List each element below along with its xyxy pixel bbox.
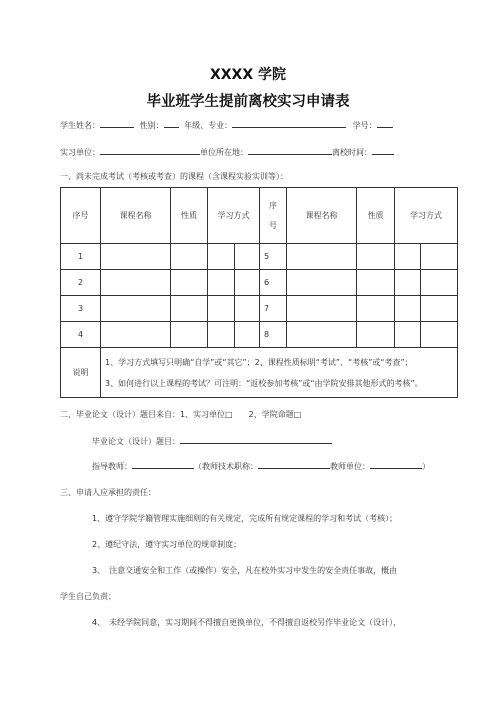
note-line-1: 1、学习方式填写只明确“自学”或“其它”；2、课程性质标明“考试”、“考核”或“考查”； [105, 357, 413, 367]
gender-label: 性别： [139, 121, 164, 130]
method-cell[interactable] [208, 322, 235, 348]
header-no-right [260, 188, 287, 244]
header-course-right: 课程名称 [287, 188, 357, 244]
method-cell[interactable] [421, 270, 458, 296]
row-no-right: 5 [260, 244, 287, 270]
table-row [61, 244, 458, 270]
responsibility-item-3-continued: 学生自己负责； [60, 592, 116, 601]
table-row [61, 322, 458, 348]
header-no-right-bottom: 号 [269, 220, 277, 230]
advisor-line [92, 460, 430, 472]
method-cell[interactable] [421, 296, 458, 322]
nature-cell[interactable] [357, 244, 395, 270]
nature-cell[interactable] [357, 270, 395, 296]
note-content [101, 348, 458, 398]
course-cell[interactable] [101, 270, 171, 296]
row-no-left: 3 [61, 296, 101, 322]
method-cell[interactable] [421, 322, 458, 348]
method-cell[interactable] [208, 244, 235, 270]
student-info-line [60, 119, 393, 131]
method-cell[interactable] [208, 296, 235, 322]
header-course: 课程名称 [101, 188, 171, 244]
row-no-right: 6 [260, 270, 287, 296]
school-name: XXXX 学院 [209, 67, 287, 83]
section2-heading: 二、毕业论文（设计）题目来自：1、实习单位□ 2、学院命题□ [60, 410, 302, 419]
advisor-unit-field[interactable] [370, 460, 422, 469]
note-line-2: 3、如何进行以上课程的考试？可注明：“返校参加考核”或“由学院安排其他形式的考核”。 [105, 378, 423, 388]
method-cell[interactable] [235, 296, 260, 322]
nature-cell[interactable] [171, 244, 208, 270]
responsibility-item-1: 1、遵守学院学籍管理实施细则的有关规定，完成所有规定课程的学习和考试（考核）； [92, 514, 398, 523]
table-row [61, 270, 458, 296]
form-title: 毕业班学生提前离校实习申请表 [146, 94, 350, 110]
student-no-label: 学号： [352, 121, 377, 130]
method-cell[interactable] [235, 322, 260, 348]
nature-cell[interactable] [357, 322, 395, 348]
leave-time-label: 离校时间： [332, 148, 372, 157]
row-no-right: 7 [260, 296, 287, 322]
header-no: 序号 [61, 188, 101, 244]
advisor-label: 指导教师： [92, 462, 132, 471]
row-no-left: 2 [61, 270, 101, 296]
name-label: 学生姓名： [60, 121, 100, 130]
nature-cell[interactable] [171, 270, 208, 296]
name-field[interactable] [100, 119, 134, 128]
method-cell[interactable] [395, 296, 421, 322]
header-nature-right: 性质 [357, 188, 395, 244]
course-cell[interactable] [287, 322, 357, 348]
course-cell[interactable] [101, 322, 171, 348]
unit-field[interactable] [100, 146, 200, 155]
responsibility-item-2: 2、遵纪守法，遵守实习单位的规章制度； [92, 540, 242, 549]
leave-time-field[interactable] [372, 146, 394, 155]
gender-field[interactable] [164, 119, 179, 128]
method-cell[interactable] [395, 244, 421, 270]
thesis-label: 毕业论文（设计）题目： [92, 437, 180, 446]
advisor-title-field[interactable] [258, 460, 330, 469]
course-cell[interactable] [101, 296, 171, 322]
close-paren: ） [422, 462, 430, 471]
section1-heading: 一、尚未完成考试（考核或考查）的课程（含课程实验实训等）： [60, 172, 288, 181]
note-label: 说明 [61, 348, 101, 398]
unit-location-field[interactable] [248, 146, 332, 155]
row-no-left: 4 [61, 322, 101, 348]
advisor-title-label: （教师技术职称： [194, 462, 258, 471]
thesis-field[interactable] [180, 435, 332, 444]
nature-cell[interactable] [357, 296, 395, 322]
grade-major-field[interactable] [232, 119, 346, 128]
method-cell[interactable] [395, 270, 421, 296]
unit-location-label: 单位所在地： [200, 148, 248, 157]
responsibility-item-4: 4、 未经学院同意，实习期间不得擅自更换单位，不得擅自返校另作毕业论文（设计）， [92, 618, 402, 627]
header-no-right-top: 序 [269, 200, 277, 210]
student-no-field[interactable] [377, 119, 393, 128]
header-nature: 性质 [171, 188, 208, 244]
unit-label: 实习单位： [60, 148, 100, 157]
nature-cell[interactable] [171, 296, 208, 322]
method-cell[interactable] [235, 244, 260, 270]
row-no-left: 1 [61, 244, 101, 270]
course-cell[interactable] [287, 296, 357, 322]
row-no-right: 8 [260, 322, 287, 348]
method-cell[interactable] [421, 244, 458, 270]
advisor-unit-label: 教师单位： [330, 462, 370, 471]
note-row [61, 348, 458, 398]
course-table [60, 187, 458, 398]
advisor-field[interactable] [132, 460, 194, 469]
thesis-line [92, 435, 332, 447]
header-method-right: 学习方式 [395, 188, 458, 244]
responsibility-item-3: 3、 注意交通安全和工作（或操作）安全，凡在校外实习中发生的安全责任事故，概由 [92, 566, 398, 575]
course-cell[interactable] [287, 244, 357, 270]
method-cell[interactable] [208, 270, 235, 296]
nature-cell[interactable] [171, 322, 208, 348]
course-cell[interactable] [287, 270, 357, 296]
table-row [61, 296, 458, 322]
grade-major-label: 年级、专业： [184, 121, 233, 130]
method-cell[interactable] [235, 270, 260, 296]
section3-heading: 三、申请人应承担的责任： [60, 488, 156, 497]
table-header-row [61, 188, 458, 244]
header-method: 学习方式 [208, 188, 260, 244]
internship-info-line [60, 146, 394, 158]
course-cell[interactable] [101, 244, 171, 270]
method-cell[interactable] [395, 322, 421, 348]
